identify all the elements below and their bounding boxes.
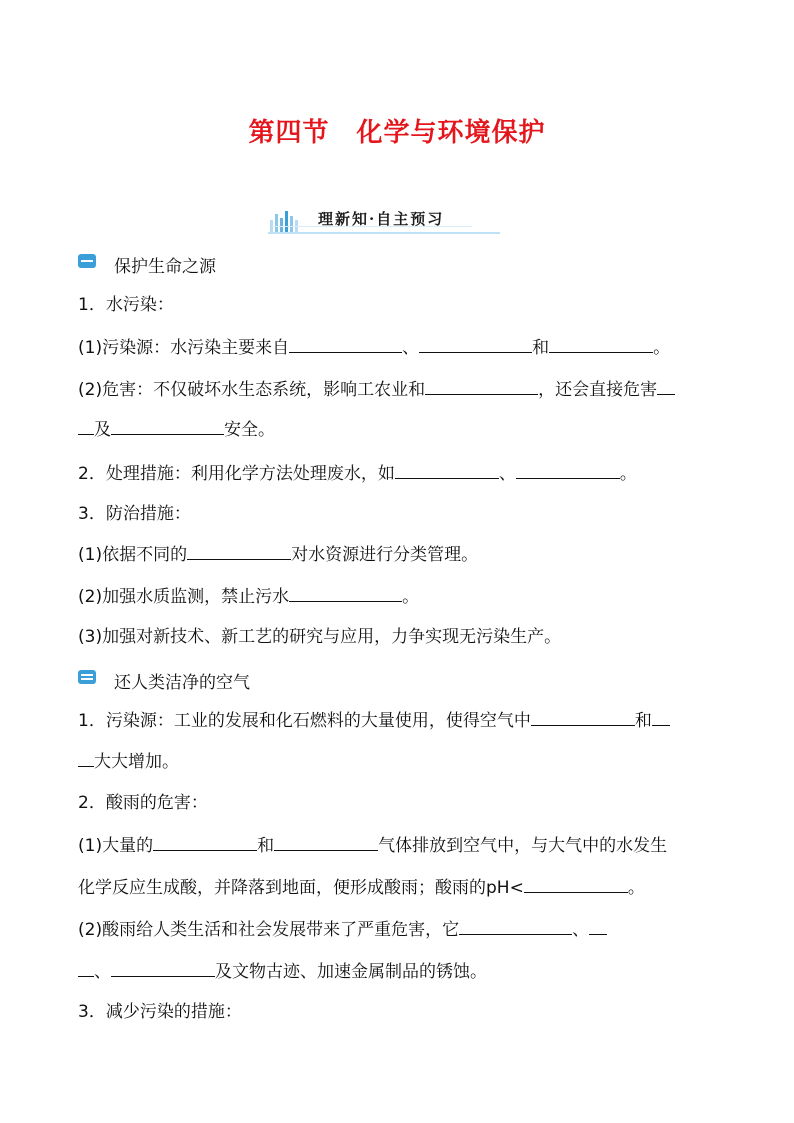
text-line: 1．水污染： [78, 295, 174, 315]
blank[interactable] [274, 834, 378, 851]
section-one-icon [78, 254, 96, 268]
page-title: 第四节 化学与环境保护 [248, 118, 546, 148]
text-line: 3．防治措施： [78, 504, 191, 524]
blank[interactable] [524, 876, 628, 893]
blank[interactable] [549, 336, 653, 353]
blank[interactable] [652, 709, 670, 726]
text-line: 3．减少污染的措施： [78, 1002, 242, 1022]
text-line: 2．处理措施：利用化学方法处理废水，如 、 。 [78, 464, 637, 484]
text-line: 及 安全。 [78, 418, 275, 441]
banner-title: 理新知·自主预习 [318, 210, 445, 228]
blank[interactable] [425, 378, 538, 395]
blank[interactable] [289, 336, 402, 353]
blank[interactable] [395, 462, 499, 479]
text-line: (1)污染源：水污染主要来自 、 和 。 [78, 338, 671, 358]
blank[interactable] [657, 378, 675, 395]
section-label: 还人类洁净的空气 [114, 673, 250, 693]
text-line: (2)酸雨给人类生活和社会发展带来了严重危害，它 、 [78, 918, 607, 941]
text-line: (2)加强水质监测，禁止污水 。 [78, 587, 420, 607]
text-line: 大大增加。 [78, 750, 179, 773]
blank[interactable] [153, 834, 257, 851]
section-two-icon [78, 670, 96, 684]
blank[interactable] [516, 462, 620, 479]
blank[interactable] [419, 336, 532, 353]
blank[interactable] [111, 418, 224, 435]
blank[interactable] [78, 750, 94, 767]
text-line: 2．酸雨的危害： [78, 793, 208, 813]
text-line: (1)依据不同的 对水资源进行分类管理。 [78, 545, 479, 565]
text-line: (2)危害：不仅破坏水生态系统，影响工农业和 ，还会直接危害 [78, 378, 675, 401]
text-line: (1)大量的 和 气体排放到空气中，与大气中的水发生 [78, 836, 668, 856]
text-line: 、 及文物古迹、加速金属制品的锈蚀。 [78, 960, 487, 983]
blank[interactable] [531, 709, 635, 726]
blank[interactable] [78, 960, 94, 977]
section-label: 保护生命之源 [114, 257, 216, 277]
text-line: 化学反应生成酸，并降落到地面，便形成酸雨；酸雨的pH< 。 [78, 878, 645, 898]
blank[interactable] [111, 960, 215, 977]
text-line: 1．污染源：工业的发展和化石燃料的大量使用，使得空气中 和 [78, 709, 670, 732]
blank[interactable] [187, 543, 291, 560]
blank[interactable] [589, 918, 607, 935]
blank[interactable] [289, 585, 402, 602]
blank[interactable] [78, 418, 94, 435]
text-line: (3)加强对新技术、新工艺的研究与应用，力争实现无污染生产。 [78, 627, 562, 647]
blank[interactable] [459, 918, 572, 935]
